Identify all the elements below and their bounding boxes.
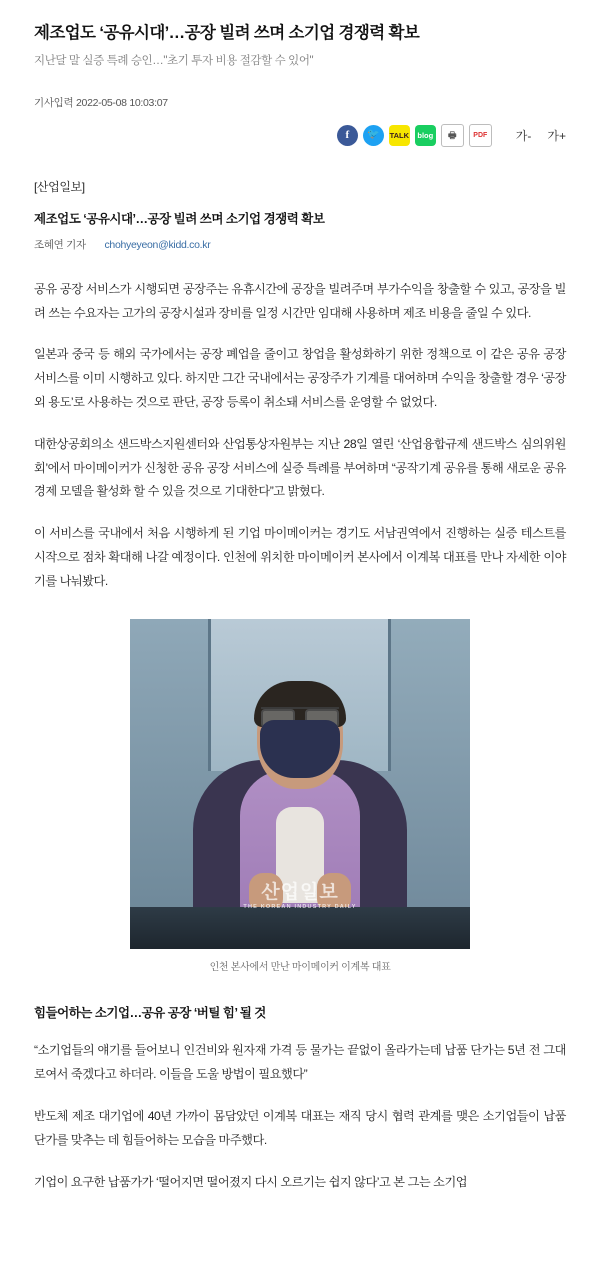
naver-blog-share-icon[interactable]: blog: [415, 125, 436, 146]
paragraph: 공유 공장 서비스가 시행되면 공장주는 유휴시간에 공장을 빌려주며 부가수익을 창출할 수 있고, 공장을 빌려 쓰는 수요자는 고가의 공장시설과 장비를 일정 시간만 임대해 사용하며 제조 비용을 줄일 수 있다.: [34, 281, 566, 320]
photo-desk: [130, 907, 470, 950]
article-figure: [34, 619, 566, 973]
article-title: 제조업도 ‘공유시대’…공장 빌려 쓰며 소기업 경쟁력 확보: [34, 212, 325, 227]
page-subtitle: 지난달 말 실증 특례 승인…"초기 투자 비용 절감할 수 있어": [34, 55, 314, 68]
facebook-share-icon[interactable]: f: [337, 125, 358, 146]
font-increase-button[interactable]: 가+: [547, 128, 566, 143]
reporter-email[interactable]: chohyeyeon@kidd.co.kr: [104, 238, 211, 251]
watermark-text: 산업일보: [261, 881, 339, 903]
photo-person-mask: [260, 720, 340, 778]
paragraph: “소기업들의 얘기를 들어보니 인건비와 원자재 가격 등 물가는 끝없이 올라가는데 납품 단가는 5년 전 그대로여서 죽겠다고 하더라. 이들을 도울 방법이 필요했다”: [34, 1043, 566, 1082]
page-title: 제조업도 ‘공유시대’…공장 빌려 쓰며 소기업 경쟁력 확보: [34, 24, 420, 42]
reporter-name: 조혜연 기자: [34, 238, 86, 251]
paragraph: 이 서비스를 국내에서 처음 시행하게 된 기업 마이메이커는 경기도 서남권역에서 진행하는 실증 테스트를 시작으로 점차 확대해 나갈 예정이다. 인천에 위치한 마이메이커 본사에서 이계복 대표를 만나 자세한 이야기를 나눠봤다.: [34, 526, 566, 588]
publish-timestamp: 기사입력 2022-05-08 10:03:07: [34, 97, 168, 110]
twitter-share-icon[interactable]: 🐦: [363, 125, 384, 146]
paragraph: 대한상공회의소 샌드박스지원센터와 산업통상자원부는 지난 28일 열린 ‘산업융합규제 샌드박스 심의위원회’에서 마이메이커가 신청한 공유 공장 서비스에 실증 특례를 부여하며 “공작기계 공유를 통해 새로운 공유 경제 모델을 활성화 할 수 있을 것으로 기대한다”고 밝혔다.: [34, 436, 566, 499]
font-decrease-button[interactable]: 가-: [515, 128, 532, 143]
paragraph: 일본과 중국 등 해외 국가에서는 공장 폐업을 줄이고 창업을 활성화하기 위한 정책으로 이 같은 공유 공장 서비스를 이미 시행하고 있다. 하지만 그간 국내에서는 공장주가 기계를 대여하며 수익을 창출할 경우 ‘공장 외 용도’로 사용하는 것으로 판단, 공장 등록이 취소돼 서비스를 운영할 수 없었다.: [34, 347, 566, 409]
photo-watermark: [243, 883, 356, 910]
paragraph: 기업이 요구한 납품가가 ‘떨어지면 떨어졌지 다시 오르기는 쉽지 않다’고 본 그는 소기업: [34, 1174, 468, 1189]
watermark-subtext: THE KOREAN INDUSTRY DAILY: [243, 903, 357, 910]
article-page: [0, 22, 600, 1194]
print-icon[interactable]: 🖶: [441, 124, 464, 147]
font-size-controls: [516, 127, 566, 144]
article-subheading: 힘들어하는 소기업…공유 공장 ‘버틸 힘’ 될 것: [34, 1006, 266, 1021]
share-toolbar: [34, 120, 566, 150]
figure-caption: 인천 본사에서 만난 마이메이커 이계복 대표: [209, 962, 391, 974]
byline: [34, 237, 566, 262]
article-category: [산업일보]: [34, 180, 85, 195]
pdf-icon[interactable]: PDF: [469, 124, 492, 147]
article-body: [34, 178, 566, 1194]
sns-buttons: [337, 124, 492, 147]
article-photo: [130, 619, 470, 949]
kakaotalk-share-icon[interactable]: TALK: [389, 125, 410, 146]
paragraph: 반도체 제조 대기업에 40년 가까이 몸담았던 이계복 대표는 재직 당시 협력 관계를 맺은 소기업들이 납품 단가를 맞추는 데 힘들어하는 모습을 마주했다.: [34, 1109, 566, 1147]
